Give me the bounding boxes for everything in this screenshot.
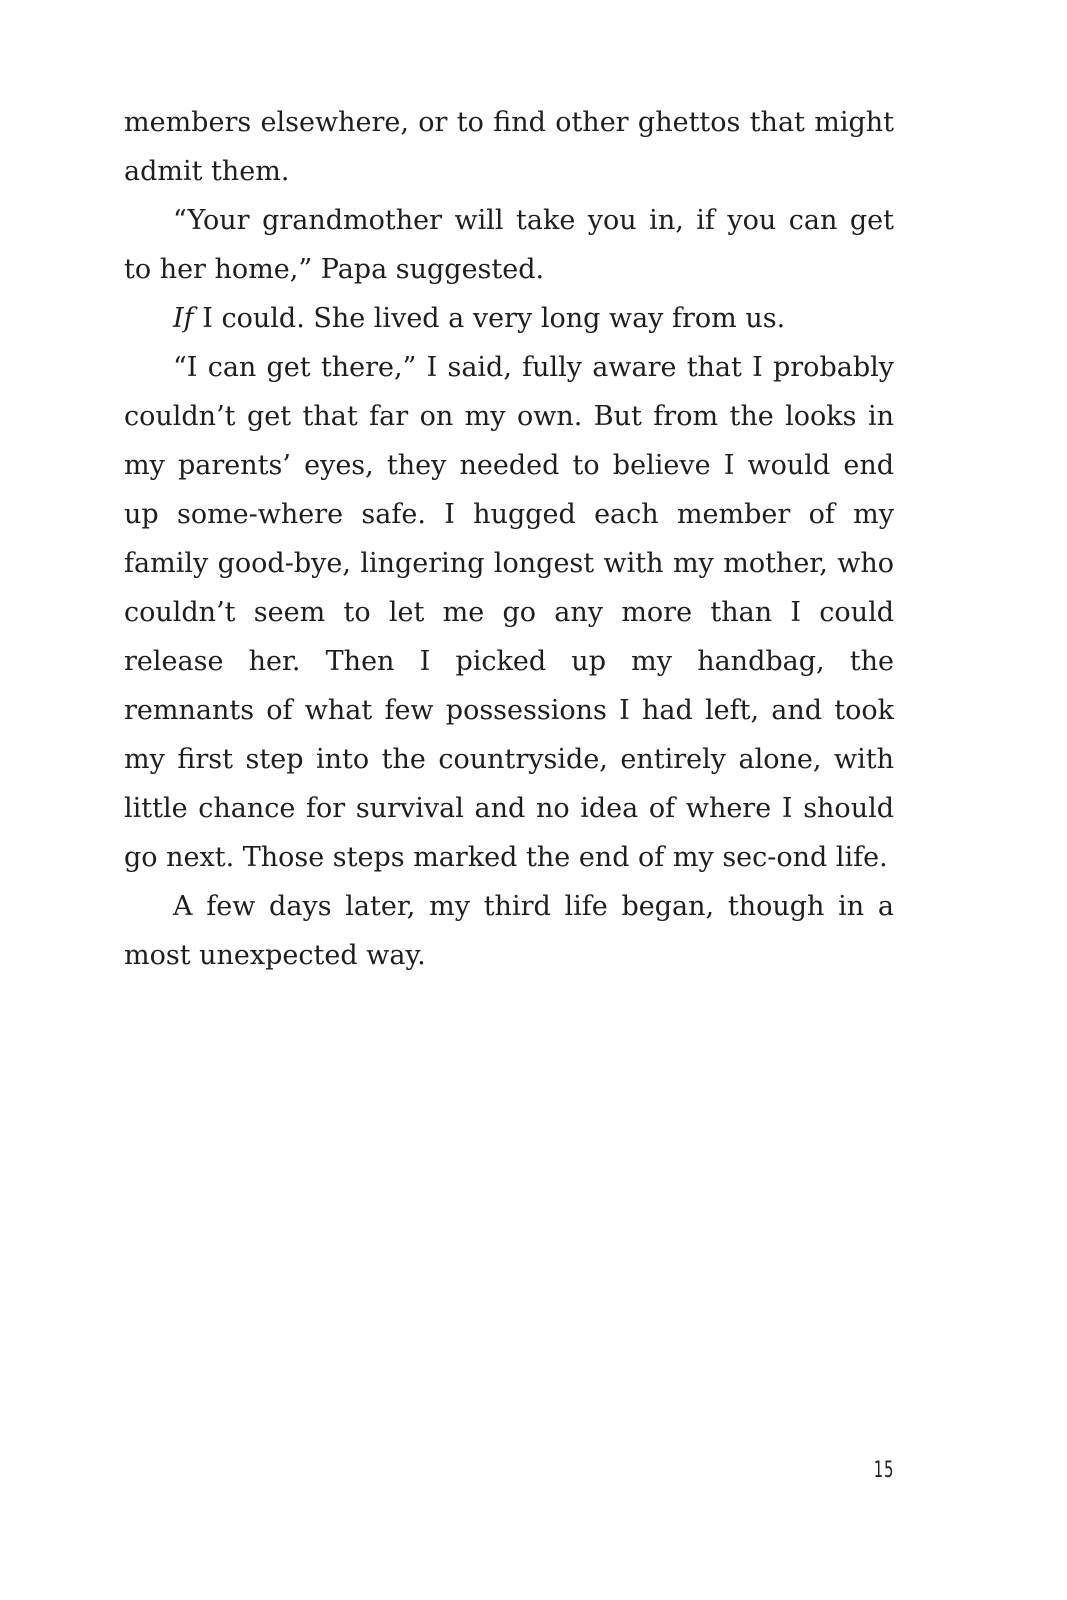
paragraph-2: “Your grandmother will take you in, if you can get to her home,” Papa suggested. <box>124 205 894 285</box>
paragraph-1: members elsewhere, or to find other ghettos that might admit them. <box>124 107 894 187</box>
paragraph-5: A few days later, my third life began, though in a most unexpected way. <box>124 891 894 971</box>
paragraph-4: “I can get there,” I said, fully aware that I probably couldn’t get that far on my own. But from the looks in my parents’ eyes, they needed to believe I would end up some-where safe. I hugged each member of my family good-bye, lingering longest with my mother, who couldn’t seem to let me go any more than I could release her. Then I picked up my handbag, the remnants of what few possessions I had left, and took my first step into the countryside, entirely alone, with little chance for survival and no idea of where I should go next. Those steps marked the end of my sec-ond life. <box>124 352 894 873</box>
page-number: 15 <box>873 1458 894 1483</box>
body-text <box>124 98 894 980</box>
paragraph-3 <box>124 294 894 343</box>
paragraph-3-text: I could. She lived a very long way from us. <box>193 303 786 334</box>
paragraph-3-emphasis: If <box>173 303 194 334</box>
